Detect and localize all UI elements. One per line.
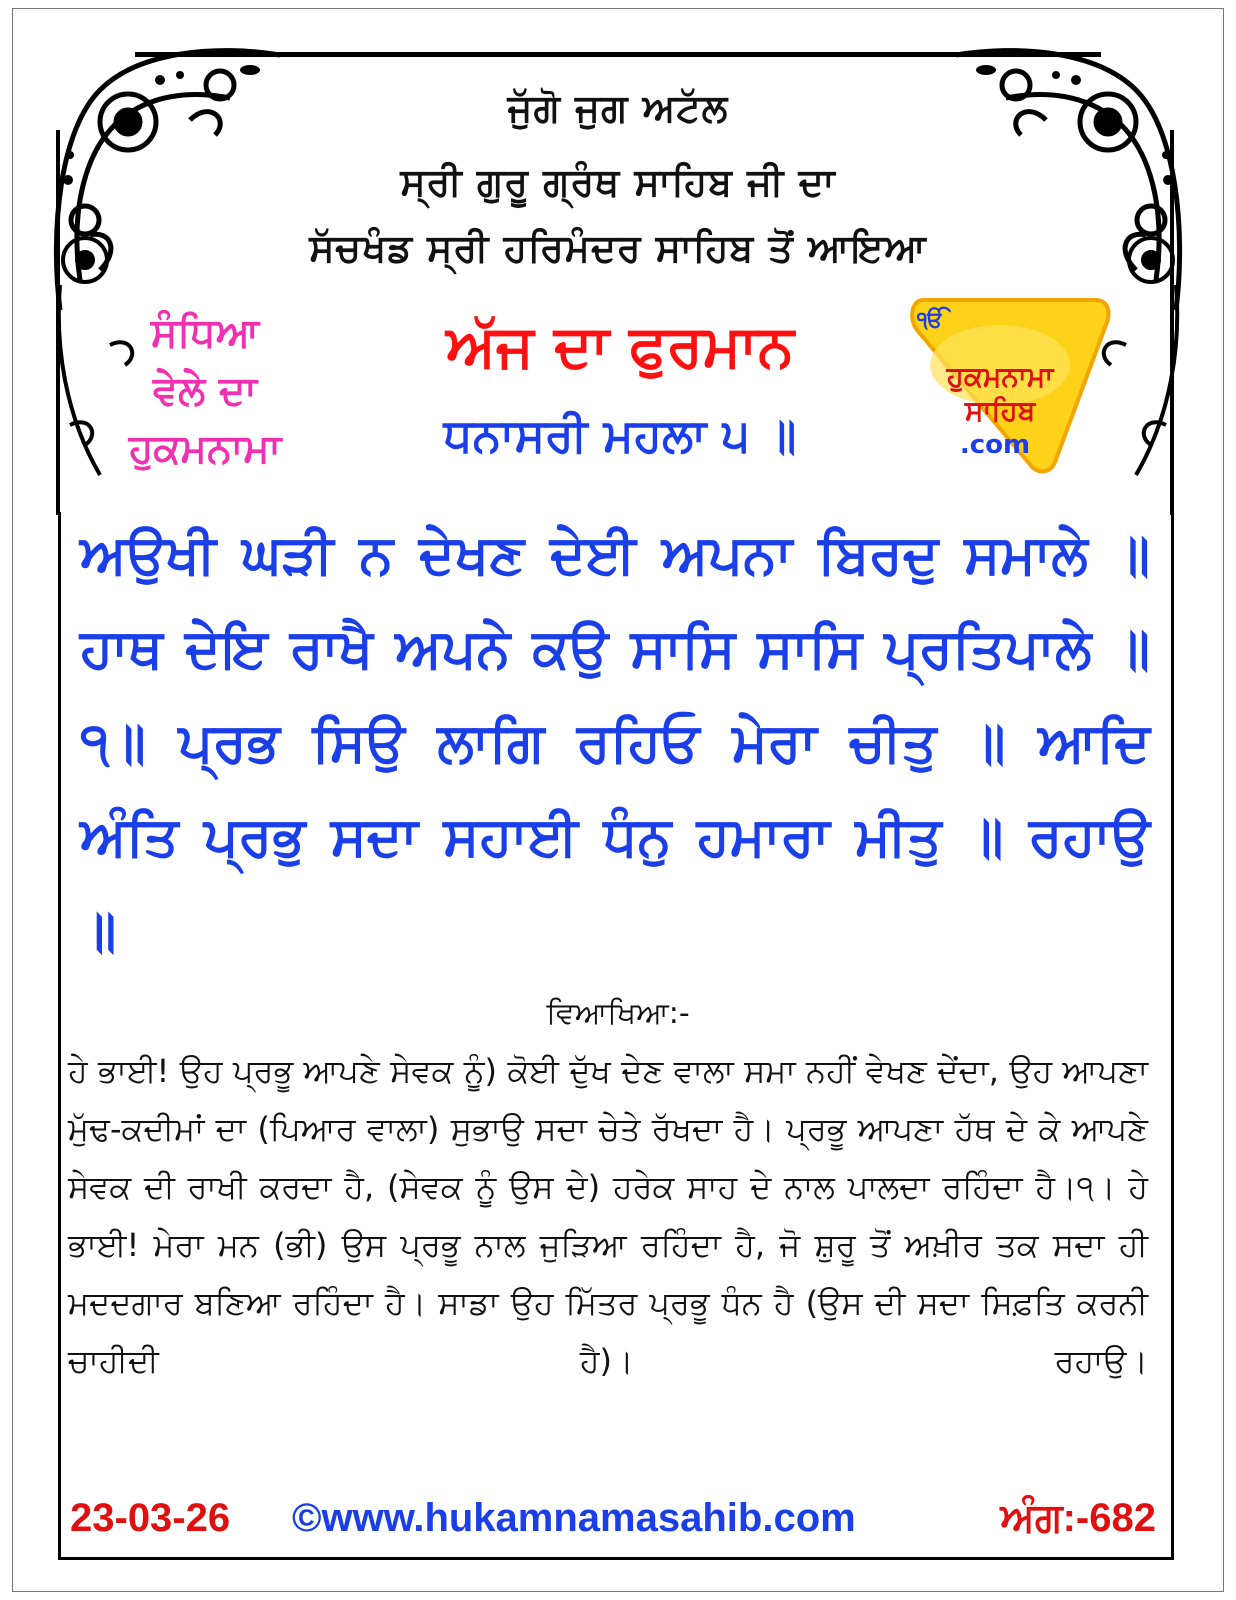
raag-heading: ਧਨਾਸਰੀ ਮਹਲਾ ੫ ॥ xyxy=(443,408,797,462)
explanation-heading: ਵਿਆਖਿਆ:- xyxy=(546,996,690,1031)
evening-label-line-2: ਵੇਲੇ ਦਾ xyxy=(153,368,257,414)
header-line-3: ਸੱਚਖੰਡ ਸ੍ਰੀ ਹਰਿਮੰਦਰ ਸਾਹਿਬ ਤੋਂ ਆਇਆ xyxy=(309,226,927,270)
gurbani-text: ਅਉਖੀ ਘੜੀ ਨ ਦੇਖਣ ਦੇਈ ਅਪਨਾ ਬਿਰਦੁ ਸਮਾਲੇ ॥ ਹਾਥ ਦੇਇ ਰਾਖੈ ਅਪਨੇ ਕਉ ਸਾਸਿ ਸਾਸਿ ਪ੍ਰਤਿਪਾਲੇ ॥੧॥ ਪ੍ਰਭ ਸਿਉ ਲਾਗਿ ਰਹਿਓ ਮੇਰਾ ਚੀਤੁ ॥ ਆਦਿ ਅੰਤਿ ਪ੍ਰਭੁ ਸਦਾ ਸਹਾਈ ਧੰਨੁ ਹਮਾਰਾ ਮੀਤੁ ॥ ਰਹਾਉ ॥ xyxy=(80,523,1150,962)
footer xyxy=(70,1496,1160,1552)
evening-label-line-3: ਹੁਕਮਨਾਮਾ xyxy=(128,426,282,472)
footer-ang-number: ਅੰਗ:-682 xyxy=(1000,1496,1156,1540)
footer-website-link[interactable]: ©www.hukamnamasahib.com xyxy=(292,1496,856,1540)
logo-ik-onkar: ੴ xyxy=(917,308,944,333)
logo-line-1: ਹੁਕਮਨਾਮਾ xyxy=(946,360,1054,393)
footer-date: 23-03-26 xyxy=(70,1496,231,1540)
header-line-2: ਸ੍ਰੀ ਗੁਰੂ ਗ੍ਰੰਥ ਸਾਹਿਬ ਜੀ ਦਾ xyxy=(400,160,836,204)
hukamnama-sahib-logo xyxy=(905,290,1113,476)
explanation-text: ਹੇ ਭਾਈ! ਉਹ ਪ੍ਰਭੂ ਆਪਣੇ ਸੇਵਕ ਨੂੰ) ਕੋਈ ਦੁੱਖ ਦੇਣ ਵਾਲਾ ਸਮਾ ਨਹੀਂ ਵੇਖਣ ਦੇਂਦਾ, ਉਹ ਆਪਣਾ ਮੁੱਢ-ਕਦੀਮਾਂ ਦਾ (ਪਿਆਰ ਵਾਲਾ) ਸੁਭਾਉ ਸਦਾ ਚੇਤੇ ਰੱਖਦਾ ਹੈ। ਪ੍ਰਭੂ ਆਪਣਾ ਹੱਥ ਦੇ ਕੇ ਆਪਣੇ ਸੇਵਕ ਦੀ ਰਾਖੀ ਕਰਦਾ ਹੈ, (ਸੇਵਕ ਨੂੰ ਉਸ ਦੇ) ਹਰੇਕ ਸਾਹ ਦੇ ਨਾਲ ਪਾਲਦਾ ਰਹਿੰਦਾ ਹੈ।੧। ਹੇ ਭਾਈ! ਮੇਰਾ ਮਨ (ਭੀ) ਉਸ ਪ੍ਰਭੂ ਨਾਲ ਜੁੜਿਆ ਰਹਿੰਦਾ ਹੈ, ਜੋ ਸ਼ੁਰੂ ਤੋਂ ਅਖ਼ੀਰ ਤਕ ਸਦਾ ਹੀ ਮਦਦਗਾਰ ਬਣਿਆ ਰਹਿੰਦਾ ਹੈ। ਸਾਡਾ ਉਹ ਮਿੱਤਰ ਪ੍ਰਭੂ ਧੰਨ ਹੈ (ਉਸ ਦੀ ਸਦਾ ਸਿਫ਼ਤਿ ਕਰਨੀ ਚਾਹੀਦੀ ਹੈ)। ਰਹਾਉ। xyxy=(68,1052,1148,1380)
page-title: ਅੱਜ ਦਾ ਫੁਰਮਾਨ xyxy=(446,312,794,380)
logo-line-2: ਸਾਹਿਬ xyxy=(964,394,1036,427)
evening-label-line-1: ਸੰਧਿਆ xyxy=(150,310,260,356)
logo-line-3: .com xyxy=(959,430,1031,460)
header-line-1: ਜੁੱਗੋ ਜੁਗ ਅਟੱਲ xyxy=(507,86,729,130)
evening-hukamnama-label xyxy=(80,304,330,478)
